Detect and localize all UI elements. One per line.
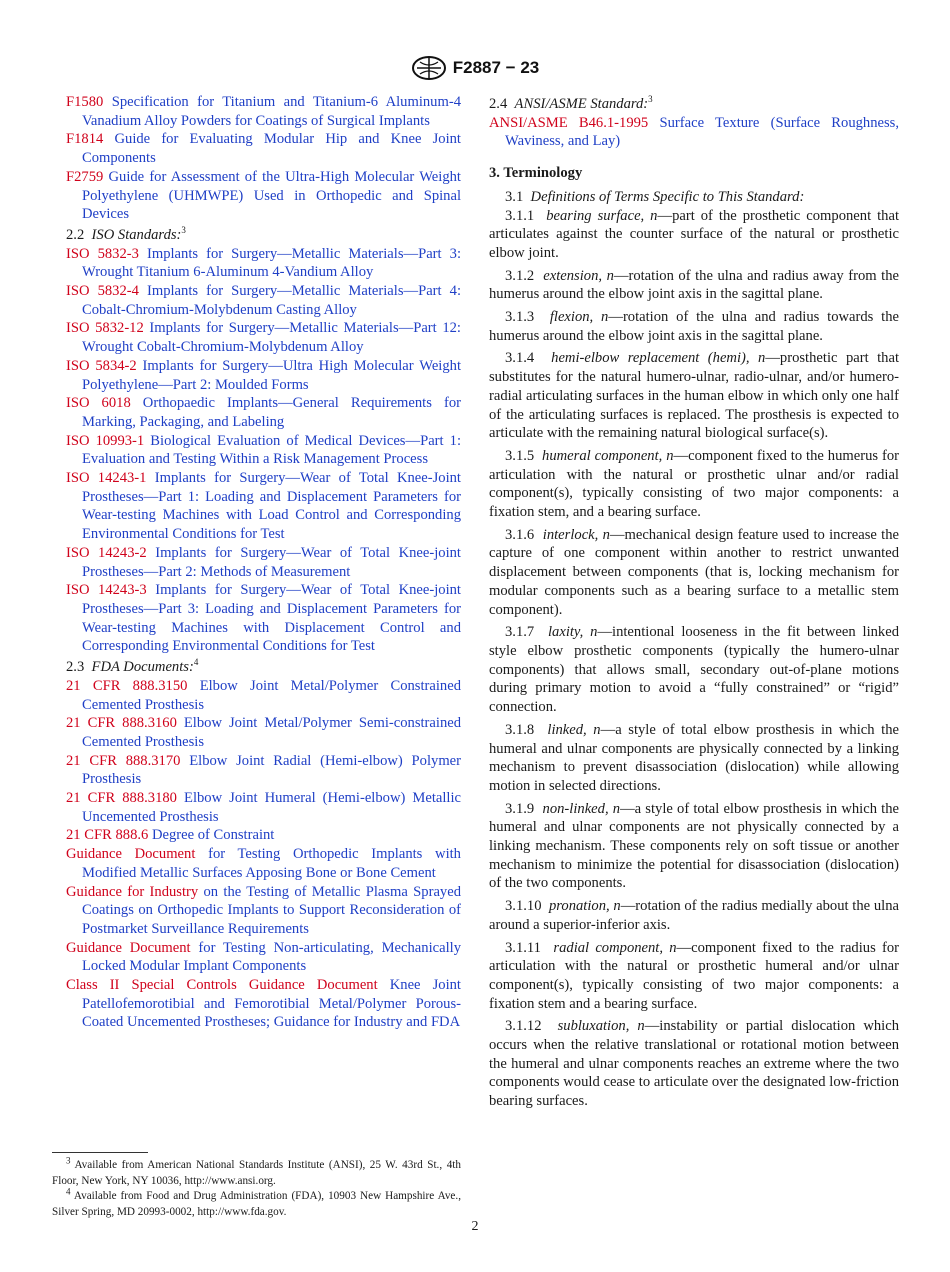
iso-standards-heading: 2.2 ISO Standards:$^3$ bbox=[66, 225, 186, 243]
term-definition: 3.1.3 flexion, n—rotation of the ulna and radius towards the humerus around the elbow joint axis in the sagittal plane. bbox=[489, 309, 900, 344]
reference-code-link[interactable]: F1814 bbox=[66, 131, 104, 148]
reference-code-link[interactable]: Guidance Document bbox=[66, 846, 196, 863]
reference-code-link[interactable]: ISO 5832-12 bbox=[66, 320, 144, 337]
footnote-divider bbox=[52, 1152, 148, 1153]
reference-code-link[interactable]: ISO 6018 bbox=[66, 395, 131, 412]
reference-item[interactable] bbox=[66, 282, 461, 319]
reference-item[interactable] bbox=[66, 357, 461, 394]
term-name: subluxation, n bbox=[557, 1018, 645, 1035]
reference-title-link[interactable]: Surface Texture (Surface Roughness, Waviness, and Lay) bbox=[505, 114, 900, 150]
term-name: extension, n bbox=[543, 267, 614, 284]
reference-code-link[interactable]: 21 CFR 888.3180 bbox=[66, 790, 177, 807]
reference-item[interactable] bbox=[66, 168, 461, 224]
section-heading-terminology: 3. Terminology bbox=[489, 165, 583, 182]
reference-item[interactable] bbox=[66, 826, 461, 845]
reference-title-link[interactable]: Implants for Surgery—Wear of Total Knee-joint Prostheses—Part 2: Methods of Measurement bbox=[82, 544, 461, 580]
reference-code-link[interactable]: ISO 14243-1 bbox=[66, 470, 147, 487]
term-name: linked, n bbox=[547, 721, 601, 738]
reference-code-link[interactable]: Guidance Document bbox=[66, 939, 191, 956]
term-definition: 3.1.5 humeral component, n—component fixed to the humerus for articulation with the natural or prosthetic ulnar and/or radial component(s), typically consisting of two major components: a fixation stem, and a bearing surface. bbox=[489, 447, 900, 521]
reference-item[interactable] bbox=[66, 130, 461, 167]
reference-item[interactable] bbox=[66, 714, 461, 751]
term-definition-list bbox=[489, 207, 899, 1111]
definitions-subheading: 3.1 Definitions of Terms Specific to This Standard: bbox=[505, 188, 805, 205]
term-definition: 3.1.12 subluxation, n—instability or partial dislocation which occurs when the relative translational or rotational motion between the humeral and ulnar components reaches an extreme where the two components would cease to articulate over the designated low-friction bearing surfaces. bbox=[489, 1018, 900, 1110]
reference-title-link[interactable]: on the Testing of Metallic Plasma Sprayed Coatings on Orthopedic Implants to Support Reconsideration of Postmarket Surveillance Requirements bbox=[82, 883, 461, 937]
term-name: hemi-elbow replacement (hemi), n bbox=[551, 350, 766, 367]
ansi-reference-list bbox=[489, 114, 899, 151]
reference-title-link[interactable]: Elbow Joint Metal/Polymer Constrained Cemented Prosthesis bbox=[82, 677, 462, 713]
reference-title-link[interactable]: Biological Evaluation of Medical Devices—Part 1: Evaluation and Testing Within a Risk Management Process bbox=[82, 432, 461, 468]
document-designation: F2887 − 23 bbox=[452, 58, 540, 77]
reference-code-link[interactable]: 21 CFR 888.3160 bbox=[66, 715, 177, 732]
reference-item[interactable] bbox=[66, 581, 461, 656]
reference-item[interactable] bbox=[66, 752, 461, 789]
reference-code-link[interactable]: ISO 14243-2 bbox=[66, 544, 147, 561]
reference-code-link[interactable]: ISO 14243-3 bbox=[66, 582, 147, 599]
fda-documents-heading: 2.3 FDA Documents:$^4$ bbox=[66, 657, 199, 676]
reference-code-link[interactable]: ISO 10993-1 bbox=[66, 432, 145, 449]
right-column bbox=[489, 93, 899, 1115]
term-name: humeral component, n bbox=[542, 447, 674, 464]
reference-item[interactable] bbox=[66, 845, 461, 882]
reference-title-link[interactable]: Guide for Assessment of the Ultra-High Molecular Weight Polyethylene (UHMWPE) Used in Orthopedic and Spinal Devices bbox=[82, 168, 461, 223]
page-header bbox=[0, 56, 950, 80]
term-definition: 3.1.9 non-linked, n—a style of total elbow prosthesis in which the humeral and ulnar components are not physically connected by a linking mechanism. These components rely on soft tissue or another mechanism to minimize the potential for disassociation (dislocation) of the two components. bbox=[489, 800, 900, 892]
reference-title-link[interactable]: Implants for Surgery—Wear of Total Knee-joint Prostheses—Part 3: Loading and Displacement Parameters for Wear-testing Machines with Displacement Control and Corresponding Environmental Conditions for Test bbox=[82, 582, 461, 655]
reference-title-link[interactable]: Elbow Joint Radial (Hemi-elbow) Polymer Prosthesis bbox=[82, 752, 462, 788]
reference-code-link[interactable]: ISO 5834-2 bbox=[66, 357, 137, 374]
reference-item[interactable] bbox=[66, 93, 461, 130]
reference-code-link[interactable]: F2759 bbox=[66, 168, 104, 185]
term-definition: 3.1.10 pronation, n—rotation of the radius medially about the ulna around a superior-inferior axis. bbox=[489, 898, 899, 933]
iso-reference-list bbox=[66, 245, 461, 656]
term-definition: 3.1.8 linked, n—a style of total elbow prosthesis in which the humeral and ulnar components are physically connected by a linking mechanism to prevent disassociation (dislocation) while allowing motion in selected directions. bbox=[489, 721, 899, 794]
ansi-standard-heading: 2.4 ANSI/ASME Standard:$^3$ bbox=[489, 94, 653, 112]
reference-code-link[interactable]: ANSI/ASME B46.1-1995 bbox=[489, 114, 649, 131]
reference-title-link[interactable]: Knee Joint Patellofemorotibial and Femorotibial Metal/Polymer Porous-Coated Uncemented Prostheses; Guidance for Industry and FDA bbox=[82, 977, 461, 1031]
reference-code-link[interactable]: ISO 5832-3 bbox=[66, 245, 139, 262]
reference-title-link[interactable]: Implants for Surgery—Metallic Materials—Part 12: Wrought Cobalt-Chromium-Molybdenum Alloy bbox=[82, 320, 461, 356]
reference-title-link[interactable]: for Testing Non-articulating, Mechanically Locked Modular Implant Components bbox=[82, 939, 461, 975]
reference-item[interactable] bbox=[66, 394, 461, 431]
reference-item[interactable] bbox=[66, 976, 461, 1032]
reference-item[interactable] bbox=[66, 469, 461, 544]
term-name: pronation, n bbox=[548, 898, 621, 915]
reference-code-link[interactable]: 21 CFR 888.3150 bbox=[66, 677, 188, 694]
reference-code-link[interactable]: F1580 bbox=[66, 94, 104, 110]
term-definition: 3.1.1 bearing surface, n—part of the prosthetic component that articulates against the counter surface of the natural or prosthetic elbow joint. bbox=[489, 207, 899, 261]
reference-title-link[interactable]: Elbow Joint Metal/Polymer Semi-constrained Cemented Prosthesis bbox=[82, 715, 462, 750]
term-name: radial component, n bbox=[553, 939, 677, 956]
footnote: $^3$ Available from American National Standards Institute (ANSI), 25 W. 43rd St., 4th Floor, New York, NY 10036, http://www.ansi.org. bbox=[52, 1155, 461, 1187]
term-definition: 3.1.6 interlock, n—mechanical design feature used to increase the capture of one component within another to restrict unwanted displacement between components (that is, locking mechanism for modular components such as a bearing surface to a metallic stem component). bbox=[489, 526, 900, 618]
reference-item[interactable] bbox=[66, 883, 461, 939]
footnotes bbox=[52, 1155, 461, 1220]
astm-reference-list bbox=[66, 93, 461, 224]
term-name: laxity, n bbox=[547, 624, 598, 641]
reference-code-link[interactable]: ISO 5832-4 bbox=[66, 283, 139, 300]
reference-item[interactable] bbox=[66, 432, 461, 469]
term-definition: 3.1.2 extension, n—rotation of the ulna and radius away from the humerus around the elbow joint axis in the sagittal plane. bbox=[489, 267, 899, 303]
page-number: 2 bbox=[471, 1219, 479, 1234]
term-definition: 3.1.4 hemi-elbow replacement (hemi), n—prosthetic part that substitutes for the natural humero-ulnar, radio-ulnar, and/or humero-radial articulating surfaces in the human elbow in which only one half of the articulating surfaces is replaced. The prosthesis is expected to articulate with the remaining natural biological surface(s). bbox=[489, 350, 900, 442]
reference-title-link[interactable]: Implants for Surgery—Metallic Materials—Part 3: Wrought Titanium 6-Aluminum 4-Vandium Alloy bbox=[82, 245, 461, 281]
reference-title-link[interactable]: Guide for Evaluating Modular Hip and Knee Joint Components bbox=[82, 131, 461, 167]
reference-title-link[interactable]: Degree of Constraint bbox=[151, 827, 275, 844]
reference-code-link[interactable]: Guidance for Industry bbox=[66, 883, 199, 900]
reference-title-link[interactable]: Elbow Joint Humeral (Hemi-elbow) Metallic Uncemented Prosthesis bbox=[82, 790, 462, 825]
reference-code-link[interactable]: 21 CFR 888.3170 bbox=[66, 752, 181, 769]
reference-item[interactable] bbox=[489, 114, 899, 151]
reference-title-link[interactable]: Implants for Surgery—Ultra High Molecular Weight Polyethylene—Part 2: Moulded Forms bbox=[82, 357, 462, 393]
reference-item[interactable] bbox=[66, 544, 461, 581]
reference-title-link[interactable]: Implants for Surgery—Wear of Total Knee-Joint Prostheses—Part 1: Loading and Displacement Parameters for Wear-testing Machines with Load Control and Corresponding Environmental Conditions for Test bbox=[82, 470, 461, 543]
reference-title-link[interactable]: Implants for Surgery—Metallic Materials—Part 4: Cobalt-Chromium-Molybdenum Casting Alloy bbox=[82, 283, 461, 318]
term-definition: 3.1.11 radial component, n—component fixed to the radius for articulation with the natural or prosthetic humeral and/or ulnar component(s), typically consisting of two major components: a fixation stem and a bearing surface. bbox=[489, 939, 899, 1012]
reference-item[interactable] bbox=[66, 319, 461, 356]
astm-logo-icon bbox=[411, 55, 447, 81]
reference-code-link[interactable]: 21 CFR 888.6 bbox=[66, 827, 149, 844]
reference-item[interactable] bbox=[66, 789, 461, 826]
reference-title-link[interactable]: for Testing Orthopedic Implants with Modified Metallic Surfaces Apposing Bone or Bone Cement bbox=[82, 846, 461, 881]
term-name: bearing surface, n bbox=[546, 207, 658, 224]
left-column bbox=[66, 93, 461, 1032]
term-name: flexion, n bbox=[549, 309, 609, 326]
fda-reference-list bbox=[66, 677, 461, 1032]
term-name: non-linked, n bbox=[542, 800, 621, 817]
reference-item[interactable] bbox=[66, 245, 461, 282]
term-definition: 3.1.7 laxity, n—intentional looseness in the fit between linked style elbow prosthetic components (typically the humero-ulnar components) that allows small, secondary out-of-plane motions during primary motion to avoid a “fully constrained” or “rigid” connection. bbox=[489, 624, 899, 716]
reference-item[interactable] bbox=[66, 677, 461, 714]
footnote: $^4$ Available from Food and Drug Administration (FDA), 10903 New Hampshire Ave., Silver Spring, MD 20993-0002, http://www.fda.gov. bbox=[52, 1186, 461, 1218]
term-name: interlock, n bbox=[542, 526, 610, 543]
reference-title-link[interactable]: Specification for Titanium and Titanium-6 Aluminum-4 Vanadium Alloy Powders for Coatings of Surgical Implants bbox=[82, 94, 461, 129]
reference-code-link[interactable]: Class II Special Controls Guidance Document bbox=[66, 977, 378, 994]
reference-item[interactable] bbox=[66, 939, 461, 976]
reference-title-link[interactable]: Orthopaedic Implants—General Requirements for Marking, Packaging, and Labeling bbox=[82, 395, 461, 430]
